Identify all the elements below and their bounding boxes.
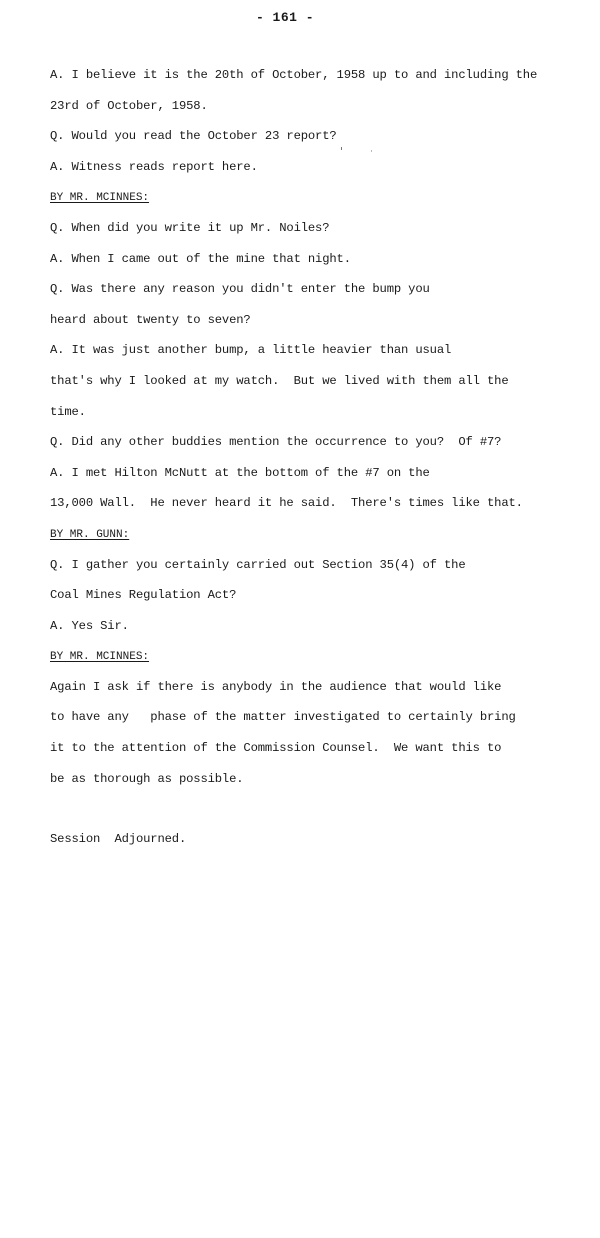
section-heading-gunn: BY MR. GUNN: [50, 528, 130, 541]
question-line: Coal Mines Regulation Act? [50, 588, 237, 603]
answer-line: A. Witness reads report here. [50, 159, 258, 174]
question-line: Q. When did you write it up Mr. Noiles? [50, 220, 330, 235]
section-heading-mcinnes: BY MR. MCINNES: [50, 192, 150, 205]
question-line: Q. Would you read the October 23 report? [50, 129, 337, 144]
statement-line: to have any phase of the matter investigated to certainly bring [50, 710, 516, 725]
answer-line: A. It was just another bump, a little heavier than usual [50, 343, 452, 358]
statement-line: be as thorough as possible. [50, 771, 244, 786]
session-adjourned-line: Session Adjourned. [50, 832, 187, 847]
statement-line: Again I ask if there is anybody in the audience that would like [50, 679, 502, 694]
answer-line: time. [50, 404, 86, 419]
question-line: Q. Was there any reason you didn't enter the bump you [50, 282, 430, 297]
question-line: Q. Did any other buddies mention the occurrence to you? Of #7? [50, 435, 502, 450]
question-line: Q. I gather you certainly carried out Section 35(4) of the [50, 557, 466, 572]
answer-line: that's why I looked at my watch. But we lived with them all the [50, 373, 509, 388]
transcript-body [50, 66, 580, 861]
scan-speck [341, 147, 342, 150]
answer-line: A. When I came out of the mine that night. [50, 251, 351, 266]
scan-speck [371, 150, 372, 152]
statement-line: it to the attention of the Commission Counsel. We want this to [50, 741, 502, 756]
answer-line: A. Yes Sir. [50, 618, 129, 633]
answer-line: 23rd of October, 1958. [50, 98, 208, 113]
question-line: heard about twenty to seven? [50, 312, 251, 327]
section-heading-mcinnes-2: BY MR. MCINNES: [50, 651, 150, 664]
page-number: - 161 - [255, 10, 315, 25]
answer-line: A. I believe it is the 20th of October, 1958 up to and including the [50, 68, 538, 82]
answer-line: A. I met Hilton McNutt at the bottom of the #7 on the [50, 465, 430, 480]
answer-line: 13,000 Wall. He never heard it he said. There's times like that. [50, 496, 523, 511]
